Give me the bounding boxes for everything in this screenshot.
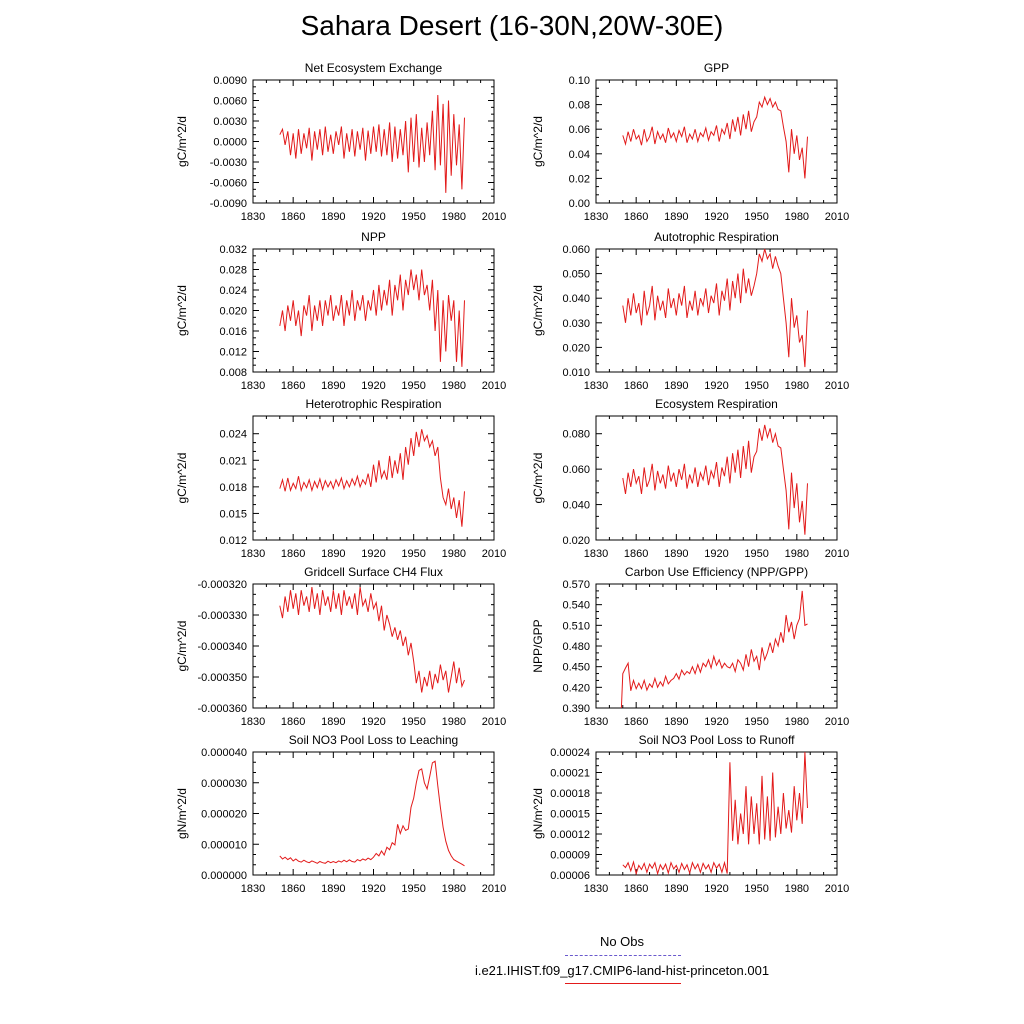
series-line: [621, 591, 807, 708]
x-tick-label: 1980: [784, 716, 810, 728]
y-tick-label: 0.10: [568, 75, 590, 87]
x-tick-label: 1890: [664, 380, 689, 392]
x-tick-label: 1980: [441, 548, 467, 560]
y-tick-label: 0.0000: [213, 136, 247, 149]
x-tick-label: 1860: [280, 380, 306, 392]
plot-frame: [596, 249, 837, 372]
plot-frame: [253, 416, 494, 540]
x-tick-label: 1860: [280, 883, 306, 895]
x-tick-label: 1980: [784, 883, 810, 895]
page-title: Sahara Desert (16-30N,20W-30E): [300, 10, 724, 41]
x-tick-label: 1860: [280, 211, 306, 223]
chart-panel-9: [175, 733, 506, 895]
x-tick-label: 1860: [280, 716, 306, 728]
x-tick-label: 1920: [704, 548, 729, 560]
x-tick-label: 1980: [784, 211, 810, 223]
x-tick-label: 2010: [481, 883, 507, 895]
x-tick-label: 1830: [240, 380, 266, 392]
x-tick-label: 2010: [481, 716, 507, 728]
x-tick-label: 1830: [583, 548, 609, 560]
x-tick-label: 1890: [321, 211, 346, 223]
series-line: [623, 752, 808, 874]
x-tick-label: 1950: [744, 380, 769, 392]
x-tick-label: 1890: [664, 548, 689, 560]
plot-frame: [596, 80, 837, 203]
y-tick-label: 0.032: [219, 244, 247, 256]
y-tick-label: 0.00006: [550, 870, 590, 882]
x-tick-label: 1830: [240, 716, 266, 728]
y-tick-label: 0.00012: [550, 829, 590, 841]
x-tick-label: 1950: [401, 716, 426, 728]
y-tick-label: -0.000330: [197, 610, 247, 622]
legend-obs-label: No Obs: [599, 934, 645, 949]
y-tick-label: 0.060: [562, 244, 590, 256]
x-tick-label: 2010: [481, 548, 507, 560]
x-tick-label: 1920: [361, 380, 386, 392]
x-tick-label: 1920: [361, 716, 386, 728]
legend-obs-line: [565, 955, 681, 956]
x-tick-label: 1890: [321, 883, 346, 895]
x-tick-label: 1920: [704, 211, 729, 223]
chart-panel-10: [531, 733, 849, 895]
x-tick-label: 1890: [321, 716, 346, 728]
y-tick-label: 0.050: [562, 268, 590, 281]
y-tick-label: 0.510: [562, 620, 590, 633]
chart-panel-7: [175, 565, 506, 728]
y-tick-label: 0.00009: [550, 849, 590, 862]
panel-title: GPP: [703, 61, 730, 75]
y-tick-label: 0.00021: [550, 767, 590, 780]
y-tick-label: 0.024: [219, 428, 247, 441]
y-tick-label: 0.024: [219, 285, 247, 297]
y-tick-label: 0.540: [562, 599, 590, 612]
y-tick-label: 0.00: [568, 198, 590, 210]
y-tick-label: 0.060: [562, 464, 590, 477]
x-tick-label: 1920: [361, 211, 386, 223]
y-tick-label: 0.012: [219, 346, 247, 359]
x-tick-label: 1860: [623, 716, 649, 728]
series-line: [623, 97, 808, 178]
x-tick-label: 1950: [744, 716, 769, 728]
x-tick-label: 1980: [784, 380, 810, 392]
x-tick-label: 1830: [583, 883, 609, 895]
y-tick-label: 0.08: [568, 99, 590, 112]
y-axis-label: gC/m^2/d: [531, 452, 545, 504]
x-tick-label: 1890: [664, 883, 689, 895]
y-tick-label: -0.000350: [197, 672, 247, 684]
y-tick-label: 0.02: [568, 173, 590, 186]
y-tick-label: 0.450: [562, 661, 590, 674]
series-line: [280, 95, 465, 193]
x-tick-label: 1830: [240, 548, 266, 560]
y-tick-label: 0.080: [562, 428, 590, 441]
panel-title: Net Ecosystem Exchange: [304, 61, 443, 75]
y-tick-label: 0.480: [562, 641, 590, 653]
y-tick-label: 0.020: [562, 342, 590, 355]
x-tick-label: 1980: [784, 548, 810, 560]
y-tick-label: 0.04: [568, 148, 590, 161]
panel-title: Ecosystem Respiration: [655, 397, 778, 411]
x-tick-label: 1950: [401, 883, 426, 895]
x-tick-label: 1980: [441, 716, 467, 728]
x-tick-label: 1950: [744, 883, 769, 895]
x-tick-label: 1830: [240, 211, 266, 223]
y-axis-label: gC/m^2/d: [175, 116, 189, 167]
x-tick-label: 2010: [824, 883, 850, 895]
panel-title: Autotrophic Respiration: [654, 230, 779, 244]
y-tick-label: -0.0030: [209, 157, 247, 169]
y-tick-label: 0.016: [219, 326, 247, 338]
y-tick-label: -0.000320: [197, 579, 247, 591]
x-tick-label: 1980: [441, 380, 467, 392]
y-tick-label: 0.020: [219, 305, 247, 318]
y-axis-label: NPP/GPP: [531, 619, 545, 673]
y-tick-label: 0.008: [219, 367, 247, 379]
x-tick-label: 1950: [401, 211, 426, 223]
y-tick-label: 0.040: [562, 499, 590, 512]
chart-panel-8: [531, 565, 849, 728]
y-tick-label: 0.028: [219, 264, 247, 277]
y-tick-label: 0.390: [562, 703, 590, 715]
legend-model-label: i.e21.IHIST.f09_g17.CMIP6-land-hist-princeton.001: [474, 963, 770, 978]
y-tick-label: 0.012: [219, 535, 247, 547]
y-tick-label: 0.000030: [201, 777, 247, 790]
x-tick-label: 1950: [744, 211, 769, 223]
y-tick-label: 0.00015: [550, 808, 590, 821]
x-tick-label: 1830: [583, 716, 609, 728]
y-tick-label: 0.040: [562, 293, 590, 306]
x-tick-label: 1860: [623, 548, 649, 560]
panel-title: Carbon Use Efficiency (NPP/GPP): [624, 565, 809, 579]
panel-title: Heterotrophic Respiration: [305, 397, 442, 411]
panel-title: Soil NO3 Pool Loss to Leaching: [288, 733, 459, 747]
series-line: [280, 270, 465, 367]
x-tick-label: 1920: [704, 716, 729, 728]
series-line: [623, 425, 808, 535]
x-tick-label: 1830: [583, 211, 609, 223]
panel-title: Soil NO3 Pool Loss to Runoff: [638, 733, 795, 747]
panel-title: Gridcell Surface CH4 Flux: [304, 565, 443, 579]
x-tick-label: 2010: [824, 716, 850, 728]
x-tick-label: 2010: [824, 211, 850, 223]
y-tick-label: 0.018: [219, 481, 247, 494]
y-tick-label: 0.021: [219, 455, 247, 468]
x-tick-label: 1950: [401, 548, 426, 560]
y-tick-label: 0.000020: [201, 808, 247, 821]
x-tick-label: 2010: [824, 380, 850, 392]
x-tick-label: 1980: [441, 211, 467, 223]
y-tick-label: -0.000340: [197, 641, 247, 653]
x-tick-label: 1860: [623, 211, 649, 223]
y-axis-label: gC/m^2/d: [531, 116, 545, 167]
x-tick-label: 1890: [321, 548, 346, 560]
y-tick-label: 0.0090: [213, 75, 247, 87]
series-line: [280, 429, 465, 526]
chart-panel-3: [175, 230, 506, 392]
y-tick-label: 0.000010: [201, 839, 247, 852]
y-tick-label: 0.00024: [550, 747, 590, 759]
x-tick-label: 1890: [321, 380, 346, 392]
x-tick-label: 1920: [361, 548, 386, 560]
x-tick-label: 1980: [441, 883, 467, 895]
x-tick-label: 2010: [481, 380, 507, 392]
x-tick-label: 1860: [280, 548, 306, 560]
x-tick-label: 1830: [240, 883, 266, 895]
y-axis-label: gC/m^2/d: [175, 452, 189, 504]
x-tick-label: 1890: [664, 211, 689, 223]
series-line: [280, 761, 465, 866]
legend-model-line: [565, 983, 681, 984]
x-tick-label: 1920: [704, 883, 729, 895]
x-tick-label: 2010: [481, 211, 507, 223]
chart-panel-1: [175, 61, 506, 223]
y-tick-label: 0.06: [568, 124, 590, 137]
y-axis-label: gC/m^2/d: [175, 285, 189, 336]
x-tick-label: 2010: [824, 548, 850, 560]
y-tick-label: 0.0060: [213, 95, 247, 108]
y-axis-label: gC/m^2/d: [175, 620, 189, 672]
x-tick-label: 1830: [583, 380, 609, 392]
x-tick-label: 1950: [401, 380, 426, 392]
y-axis-label: gN/m^2/d: [175, 788, 189, 839]
y-tick-label: 0.020: [562, 535, 590, 547]
series-line: [280, 587, 465, 692]
y-tick-label: 0.000000: [201, 870, 247, 882]
chart-panel-2: [531, 61, 849, 223]
y-tick-label: -0.000360: [197, 703, 247, 715]
y-tick-label: 0.00018: [550, 788, 590, 800]
y-tick-label: 0.030: [562, 317, 590, 330]
y-tick-label: -0.0060: [209, 177, 247, 190]
series-line: [623, 249, 808, 367]
chart-panel-5: [175, 397, 506, 560]
y-tick-label: 0.570: [562, 579, 590, 591]
y-tick-label: -0.0090: [209, 198, 247, 210]
y-axis-label: gC/m^2/d: [531, 285, 545, 336]
y-tick-label: 0.0030: [213, 116, 247, 128]
panel-title: NPP: [361, 230, 386, 244]
y-tick-label: 0.420: [562, 682, 590, 695]
y-axis-label: gN/m^2/d: [531, 788, 545, 839]
y-tick-label: 0.010: [562, 367, 590, 379]
x-tick-label: 1890: [664, 716, 689, 728]
chart-panel-4: [531, 230, 849, 392]
x-tick-label: 1920: [361, 883, 386, 895]
x-tick-label: 1950: [744, 548, 769, 560]
x-tick-label: 1860: [623, 883, 649, 895]
chart-panel-6: [531, 397, 849, 560]
x-tick-label: 1860: [623, 380, 649, 392]
y-tick-label: 0.015: [219, 508, 247, 521]
x-tick-label: 1920: [704, 380, 729, 392]
y-tick-label: 0.000040: [201, 747, 247, 759]
